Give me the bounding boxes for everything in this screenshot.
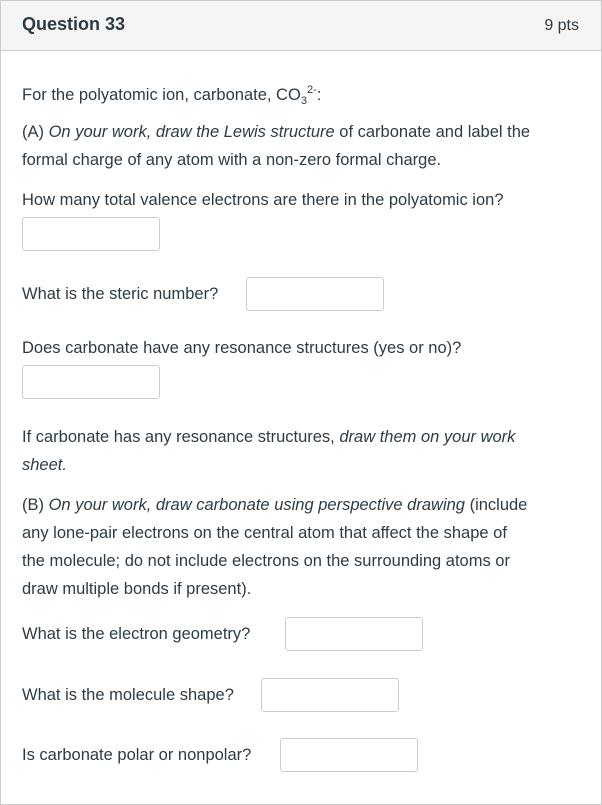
molecule-shape-input[interactable] [261,678,399,712]
part-b-rest: (include [464,496,528,514]
part-a-label: (A) [22,123,49,141]
part-a-line2: formal charge of any atom with a non-zero formal charge. [22,151,442,169]
valence-question-label: How many total valence electrons are there in the polyatomic ion? [22,191,504,209]
intro-colon: : [316,86,322,104]
formula-superscript: 2- [306,84,317,96]
part-b-instructions [22,491,527,603]
molecule-shape-label: What is the molecule shape? [22,685,234,704]
electron-geometry-label: What is the electron geometry? [22,624,251,643]
electron-geometry-input[interactable] [285,617,423,651]
resonance-question-label: Does carbonate have any resonance structures (yes or no)? [22,339,462,357]
steric-question-label: What is the steric number? [22,284,219,303]
polarity-row [22,738,251,772]
resonance-note-italic: draw them on your work [339,428,516,446]
steric-question-row [22,277,218,311]
electron-geometry-row [22,617,250,651]
polarity-input[interactable] [280,738,418,772]
part-b-line3: the molecule; do not include electrons on the surrounding atoms or [22,552,510,570]
formula-subscript: 3 [300,95,307,107]
question-title: Question 33 [22,14,126,34]
resonance-note [22,423,515,479]
intro-text [22,81,321,111]
question-points: 9 pts [544,17,579,34]
polarity-label: Is carbonate polar or nonpolar? [22,745,252,764]
part-b-line4: draw multiple bonds if present). [22,580,252,598]
part-a-rest: of carbonate and label the [334,123,531,141]
part-b-italic: On your work, draw carbonate using perspective drawing [48,496,465,514]
resonance-note-italic2: sheet. [22,456,67,474]
part-a-italic: On your work, draw the Lewis structure [48,123,335,141]
intro-text-main: For the polyatomic ion, carbonate, CO [22,86,301,104]
resonance-note-text: If carbonate has any resonance structures, [22,428,340,446]
steric-number-input[interactable] [246,277,384,311]
part-a-instructions [22,118,530,174]
part-b-line2: any lone-pair electrons on the central atom that affect the shape of [22,524,507,542]
molecule-shape-row [22,678,234,712]
resonance-input[interactable] [22,365,160,399]
valence-electrons-input[interactable] [22,217,160,251]
part-b-label: (B) [22,496,49,514]
question-header [1,1,601,51]
